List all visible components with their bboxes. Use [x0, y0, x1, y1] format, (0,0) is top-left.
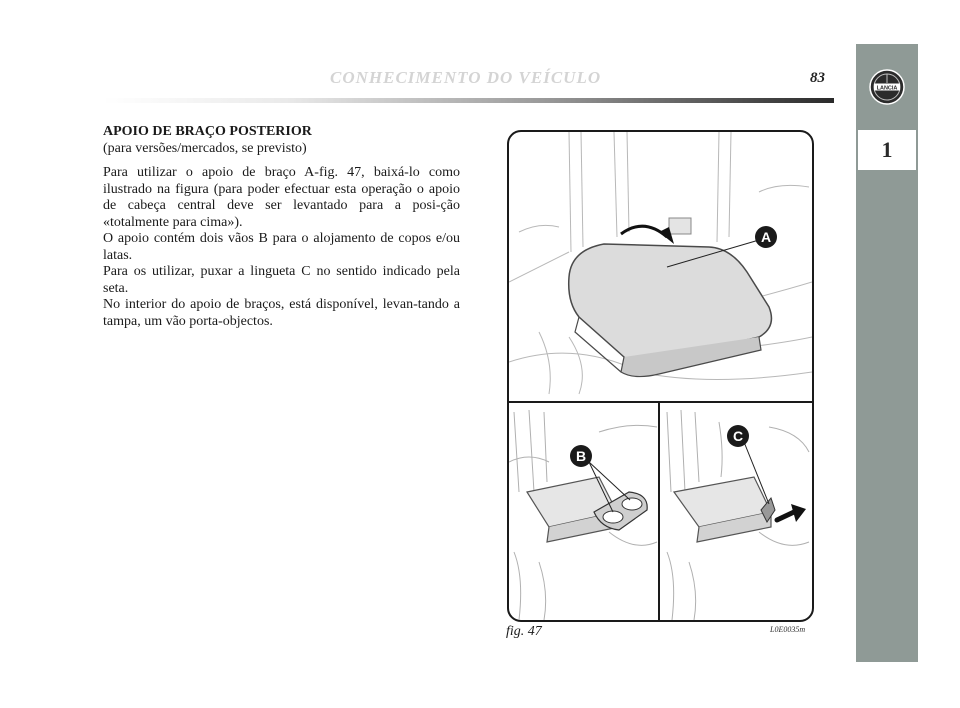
lancia-logo-icon: [869, 69, 905, 105]
paragraph: No interior do apoio de braços, está disponível, levan-tando a tampa, um vão porta-objectos.: [103, 297, 460, 329]
chapter-number[interactable]: 1: [881, 137, 893, 162]
label-b: B: [575, 448, 587, 464]
figure-caption: fig. 47: [506, 624, 542, 639]
section-title: APOIO DE BRAÇO POSTERIOR: [103, 124, 312, 139]
headrest-latch: [669, 218, 691, 234]
figure-frame: [507, 130, 814, 622]
header-title: CONHECIMENTO DO VEÍCULO: [330, 68, 602, 87]
body-text: [103, 165, 460, 330]
header-rule: [103, 98, 834, 103]
label-a: A: [760, 229, 772, 245]
paragraph: Para utilizar o apoio de braço A-fig. 47, baixá-lo como ilustrado na figura (para poder efectuar esta operação o apoio de cabeça central deve ser levantado para a posi-ção «totalmente para cima»).: [103, 165, 460, 230]
page-number: 83: [810, 70, 825, 86]
armrest-a: [569, 244, 772, 377]
section-subtitle: (para versões/mercados, se previsto): [103, 141, 307, 156]
logo-lettering: LANCIA: [876, 85, 898, 92]
paragraph: O apoio contém dois vãos B para o alojamento de copos e/ou latas.: [103, 231, 460, 263]
label-c: C: [732, 428, 744, 444]
figure-code: L0E0035m: [770, 625, 806, 634]
pull-direction-arrow-icon: [777, 504, 806, 522]
paragraph: Para os utilizar, puxar a lingueta C no sentido indicado pela seta.: [103, 264, 460, 296]
armrest-illustration: [509, 132, 812, 620]
